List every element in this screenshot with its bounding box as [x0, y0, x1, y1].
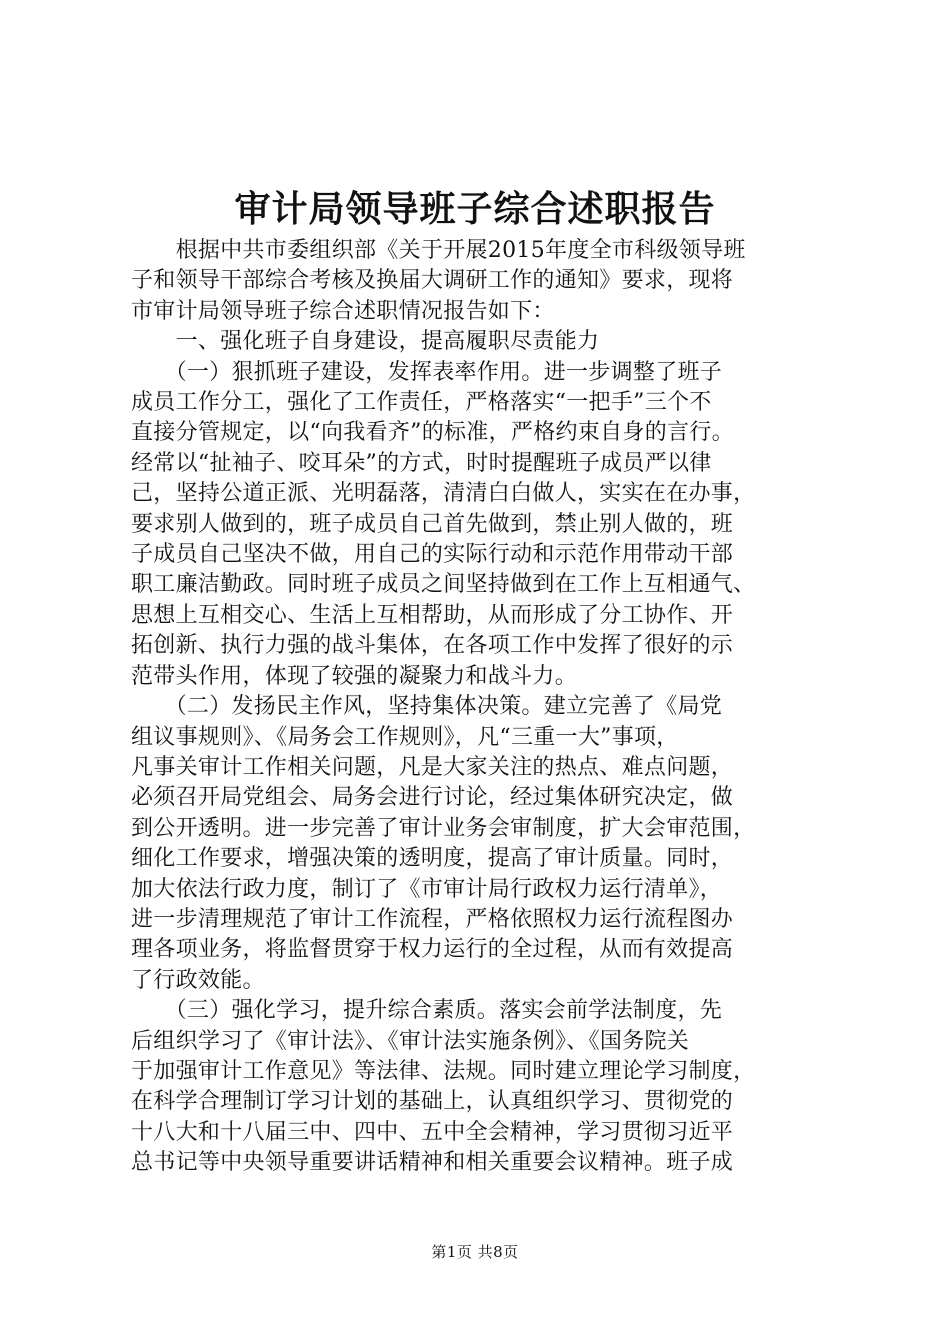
body-line: 经常以“扯袖子、咬耳朵”的方式，时时提醒班子成员严以律 [131, 450, 712, 476]
body-line: 根据中共市委组织部《关于开展2015年度全市科级领导班 [131, 238, 746, 263]
body-line: 细化工作要求，增强决策的透明度，提高了审计质量。同时， [131, 846, 734, 872]
body-line: 市审计局领导班子综合述职情况报告如下： [131, 298, 555, 324]
body-line: 了行政效能。 [131, 967, 265, 993]
page-number-footer: 第1页 共8页 [431, 1243, 519, 1261]
body-line: 在科学合理制订学习计划的基础上，认真组织学习、贯彻党的 [131, 1089, 734, 1115]
body-line: （三）强化学习，提升综合素质。落实会前学法制度，先 [131, 998, 723, 1024]
body-line: 理各项业务，将监督贯穿于权力运行的全过程，从而有效提高 [131, 937, 734, 963]
body-line: 职工廉洁勤政。同时班子成员之间坚持做到在工作上互相通气、 [131, 572, 756, 598]
body-line: 后组织学习了《审计法》、《审计法实施条例》、《国务院关 [131, 1028, 690, 1054]
body-line: 总书记等中央领导重要讲话精神和相关重要会议精神。班子成 [131, 1150, 734, 1176]
document-body [131, 236, 831, 1179]
body-line: 进一步清理规范了审计工作流程，严格依照权力运行流程图办 [131, 906, 734, 932]
body-line: 于加强审计工作意见》等法律、法规。同时建立理论学习制度， [131, 1058, 756, 1084]
body-line: 成员工作分工，强化了工作责任，严格落实“一把手”三个不 [131, 390, 712, 416]
body-line: 子成员自己坚决不做，用自己的实际行动和示范作用带动干部 [131, 542, 734, 568]
body-line: 己，坚持公道正派、光明磊落，清清白白做人，实实在在办事， [131, 481, 756, 507]
body-line: （二）发扬民主作风，坚持集体决策。建立完善了《局党 [131, 694, 723, 720]
body-line: 直接分管规定，以“向我看齐”的标准，严格约束自身的言行。 [131, 420, 734, 446]
body-line: 到公开透明。进一步完善了审计业务会审制度，扩大会审范围， [131, 815, 756, 841]
body-line: 一、强化班子自身建设，提高履职尽责能力 [131, 329, 600, 355]
body-line: 拓创新、执行力强的战斗集体，在各项工作中发挥了很好的示 [131, 633, 734, 659]
body-line: 十八大和十八届三中、四中、五中全会精神，学习贯彻习近平 [131, 1119, 734, 1145]
body-line: 要求别人做到的，班子成员自己首先做到，禁止别人做的，班 [131, 511, 734, 537]
body-line: 必须召开局党组会、局务会进行讨论，经过集体研究决定，做 [131, 785, 734, 811]
page-title: 审计局领导班子综合述职报告 [234, 188, 716, 230]
body-line: 凡事关审计工作相关问题，凡是大家关注的热点、难点问题， [131, 754, 734, 780]
body-line: 加大依法行政力度，制订了《市审计局行政权力运行清单》， [131, 876, 723, 902]
body-line: 范带头作用，体现了较强的凝聚力和战斗力。 [131, 663, 578, 689]
body-line: （一）狠抓班子建设，发挥表率作用。进一步调整了班子 [131, 359, 723, 385]
body-line: 组议事规则》、《局务会工作规则》，凡“三重一大”事项， [131, 724, 679, 750]
body-line: 思想上互相交心、生活上互相帮助，从而形成了分工协作、开 [131, 602, 734, 628]
body-line: 子和领导干部综合考核及换届大调研工作的通知》要求，现将 [131, 268, 734, 294]
